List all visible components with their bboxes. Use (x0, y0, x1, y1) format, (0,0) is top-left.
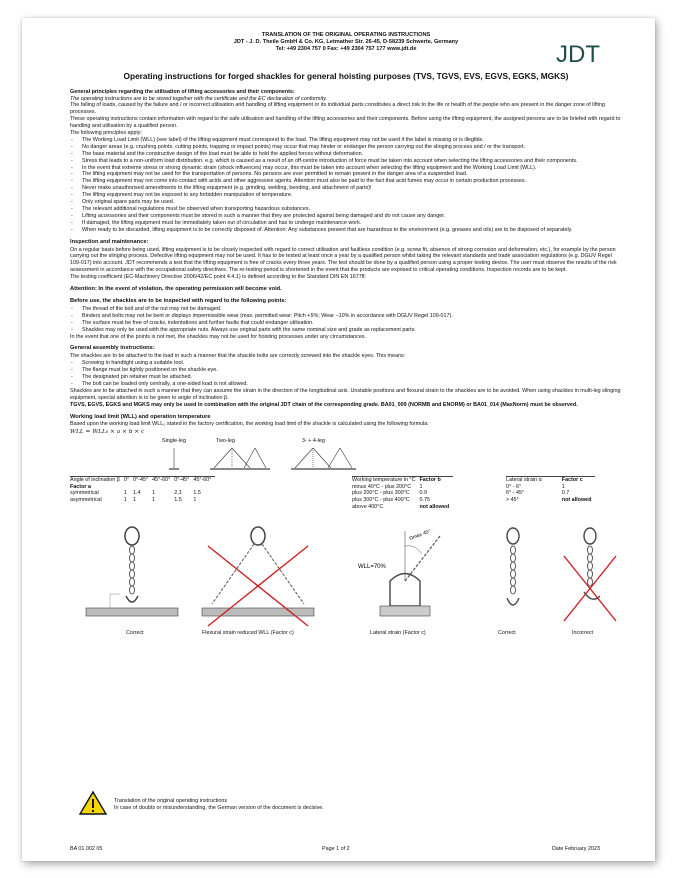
table-cell: not allowed (561, 497, 592, 504)
header-line-3: Tel: +49 2304 757 0 Fax: +49 2304 757 177 www.jdt.de (275, 46, 417, 53)
table-cell: 1.4 (133, 490, 141, 497)
principles-list (70, 137, 622, 234)
list-item: - The surface must be free of cracks, indentations and further faults that could endanger utilisation. (70, 320, 622, 327)
table-header-cell: 0°-45° (133, 477, 149, 484)
list-item: - In the event that extreme stress or strong dynamic strain (shock influences) may occur, this must be taken into account when selecting the lifting equipment and the Working Load Limit (WLL). (70, 165, 622, 172)
before-use-list (70, 306, 622, 334)
table-cell: 1 (152, 490, 156, 497)
general-italic-note: The operating instructions are to be stored together with the certificate and the EC declaration of conformity. (70, 95, 327, 102)
table-row (506, 484, 595, 491)
warning-text (114, 798, 324, 812)
table-cell: 1 (193, 497, 197, 504)
table-header-cell: Factor c (561, 477, 583, 484)
list-item: - The lifting equipment may not be exposed to any forbidden manipulation of temperature. (70, 192, 622, 199)
general-principles-section (70, 89, 622, 437)
sling-angle-icons (70, 438, 410, 476)
assembly-paragraph-3: TGVS, EGVS, EGKS and MGKS may only be used in combination with the original JDT chain of the corresponding grade. BA01_009 (NORMB and ENORM) or BA01_014 (MaxNorm) must be observed. (70, 401, 578, 408)
list-item: - The base material and the constructive design of the load must be able to hold the applied forces without deformation. (70, 151, 622, 158)
factor-a-table (70, 476, 215, 503)
list-item: - Only original spare parts may be used. (70, 199, 622, 206)
caption-correct-1: Correct (126, 630, 144, 637)
table-row (506, 490, 595, 497)
table-header-cell: 45°-60° (152, 477, 171, 484)
list-item: - When ready to be discarded, lifting equipment is to be correctly disposed of. Attention: Any substances present that are hazardous to the environment (e.g. greases and oils) are to be disposed of separately. (70, 227, 622, 234)
list-item: - Lifting accessories and their components must be stored in such a manner that they are protected against being damaged and do not cause any danger. (70, 213, 622, 220)
factor-c-table (506, 476, 595, 503)
list-item: - No danger areas (e.g. crushing points, cutting points, trapping or impact points) may occur that may hinder or endanger the person carrying out the slinging process and / or the transport. (70, 144, 622, 151)
assembly-paragraph-2: Shackles are to be attached in such a manner that they can assume the strain in the direction of the longitudinal axis. Unstable positions and flexural strain to the shackles are to be avoided. When using shackles in multi-leg slinging equipment, special attention is to be given to angle of inclination β. (70, 387, 621, 401)
lateral-strain-illustration (350, 526, 460, 631)
warning-line-2: In case of doubts or misunderstanding, the German version of the document is decisive. (114, 805, 324, 811)
table-row (70, 490, 215, 497)
wll-heading: Working load limit (WLL) and operation temperature (70, 413, 211, 420)
single-leg-label: Single-leg (162, 438, 186, 445)
table-row (352, 484, 453, 491)
table-cell: above 400°C (352, 503, 384, 510)
factor-tables (70, 476, 622, 526)
table-cell: not allowed (419, 503, 450, 510)
table-cell: symmetrical (70, 490, 99, 497)
table-cell: 0.9 (419, 490, 427, 497)
attention-note: Attention: In the event of violation, the operating permission will become void. (70, 286, 282, 293)
table-cell: 1.5 (174, 497, 182, 504)
list-item: - The thread of the bolt and of the nut may not be damaged. (70, 306, 622, 313)
inspection-paragraph-1: On a regular basis before being used, lifting equipment is to be closely inspected with regard to correct utilisation and faultless condition (e.g. screw fit, absence of strong corrosion and deformation, etc.), for example by the person carrying out the slinging process. Defective lifting equipment may not be used. It has to be tested at least once a year by a qualified person whilst taking the relevant standards and trade association regulations (e.g. DGUV Regel 109-017) into account. JDT recommends a test that the lifting equipment is free of cracks every three years. The test should be done by a qualified person using a proper testing device. The user must observe the results of the risk assessment in accordance with the occupational safety directives. The re-testing period is shortened in the event that the products are exposed to critical operating conditions. Inspection records are to be kept. (70, 246, 617, 274)
list-item: - The lifting equipment may not be used for the transportation of persons. No persons are ever permitted to remain present in the danger area of a suspended load. (70, 171, 622, 178)
table-cell: minus 40°C - plus 200°C (352, 483, 412, 490)
table-header-cell: Factor b (419, 477, 441, 484)
caption-incorrect: Incorrect (572, 630, 593, 637)
table-cell: 0° - 6° (506, 483, 522, 490)
logo-text: JDT (556, 41, 600, 68)
table-row (352, 504, 453, 511)
table-cell: 2.1 (174, 490, 182, 497)
factor-b-table (352, 476, 453, 510)
table-cell: 1.5 (193, 490, 201, 497)
header-line-1: TRANSLATION OF THE ORIGINAL OPERATING INSTRUCTIONS (261, 32, 431, 38)
list-item: - Binders and bolts may not be bent or displays impermissible wear (max. permitted wear: Pitch +5%; Wear −10% in accordance with DGUV Regel 109-017). (70, 313, 622, 320)
table-row (352, 490, 453, 497)
caption-lateral: Lateral strain (Factor c) (370, 630, 426, 637)
header-line-2: JDT - J. D. Theile GmbH & Co. KG, Letmather Str. 26-45, D-58239 Schwerte, Germany (233, 39, 459, 46)
table-cell: 0.75 (419, 497, 430, 504)
table-row (70, 497, 215, 504)
jdt-logo (556, 38, 614, 68)
list-item: - The bolt can be loaded only centrally, a one-sided load is not allowed. (70, 381, 622, 388)
flexural-strain-illustration (198, 526, 318, 631)
list-item: - Stress that leads to a non-uniform load distribution, e.g. which is caused as a result of an off-centre introduction of force must be taken into account when selecting the lifting accessories and their components. (70, 158, 622, 165)
lateral-angle-label: Ωmax 45° (408, 528, 432, 543)
table-header-cell: 0°-45° (174, 477, 190, 484)
usage-illustrations (70, 526, 622, 646)
table-cell: plus 300°C - plus 400°C (352, 497, 410, 504)
list-item: - Screwing in handtight using a suitable tool. (70, 360, 622, 367)
caption-flexural: Flexural strain reduced WLL (Factor c) (202, 630, 294, 637)
general-paragraph-2: These operating instructions contain information with regard to the safe utilisation and handling of the lifting accessories and their components. Before using the lifting equipment, the assigned persons are to be briefed with regard to handling and utilisation by a qualified person. (70, 116, 621, 130)
table-row (506, 497, 595, 504)
general-paragraph-3: The following principles apply: (70, 130, 142, 137)
table-cell: 1 (561, 483, 565, 490)
document-page (22, 18, 655, 861)
general-paragraph-1: The falling of loads, caused by the failure and / or incorrect utilisation and handling of lifting equipment or its individual parts constitutes a direct risk to the life or health of the people who are present in the danger zone of lifting processes. (70, 102, 605, 116)
list-item: - The flange must be tightly positioned on the shackle eye. (70, 367, 622, 374)
table-header-cell: 0° (123, 477, 130, 484)
table-cell: 0.7 (561, 490, 570, 497)
warning-line-1: Translation of the original operating instructions (114, 798, 228, 804)
factor-a-label: Factor a (70, 483, 91, 490)
list-item: - The designated pin retainer must be attached. (70, 374, 622, 381)
footer-doc-number: BA 01 002 05 (70, 846, 103, 852)
footer-page-number: Page 1 of 2 (322, 846, 350, 852)
table-cell: 1 (133, 497, 137, 504)
list-item: - The Working Load Limit (WLL) (see label) of the lifting equipment must correspond to the load. The lifting equipment may not be used if the label is missing or is illegible. (70, 137, 622, 144)
page-content (70, 28, 622, 646)
table-cell: plus 200°C - plus 300°C (352, 490, 410, 497)
wll-paragraph: Based upon the working load limit WLL₀ stated in the factory certification, the working load limit of the shackle is calculated using the following formula: (70, 421, 429, 428)
assembly-heading: General assembly instructions: (70, 345, 155, 352)
lateral-wll-label: WLL=70% (358, 564, 386, 571)
incorrect-shackle-illustration (560, 526, 620, 631)
table-cell: 1 (123, 490, 127, 497)
table-cell: 1 (419, 483, 423, 490)
caption-correct-2: Correct (498, 630, 516, 637)
inspection-paragraph-2: The testing coefficient (EC-Machinery Directive 2006/42/EC point 4.4.1) is defined according to the Standard DIN EN 1677ff. (70, 274, 367, 281)
inspection-heading: Inspection and maintenance: (70, 238, 149, 245)
assembly-list (70, 360, 622, 388)
company-header (70, 32, 622, 54)
wll-formula: WLL = WLL₀ × a × b × c (70, 429, 145, 436)
list-item: - Never make unauthorised amendments to the lifting equipment (e.g. grinding, welding, bending, and attachment of parts)! (70, 185, 622, 192)
table-cell: 6° - 45° (506, 490, 525, 497)
footer-date: Date February 2023 (552, 846, 600, 852)
table-header-cell: Angle of inclination β (70, 477, 120, 484)
before-use-paragraph: In the event that one of the points is not met, the shackles may not be used for hoisting processes under any circumstances. (70, 333, 367, 340)
general-heading: General principles regarding the utilisation of lifting accessories and their components: (70, 88, 295, 95)
table-cell: > 45° (506, 497, 519, 504)
list-item: - The lifting equipment may not come into contact with acids and other aggressive agents. Attention must also be paid to the fact that acid fumes may occur in certain production processes. (70, 178, 622, 185)
table-cell: 1 (123, 497, 127, 504)
list-item: - Shackles may only be used with the appropriate nuts. Always use original parts with the same nominal size and grade as replacement parts. (70, 327, 622, 334)
correct-shackle-illustration (488, 526, 538, 631)
two-leg-label: Two-leg (216, 438, 235, 445)
correct-single-leg-illustration (82, 526, 182, 631)
table-header-cell: Working temperature in °C (352, 477, 416, 484)
before-use-heading: Before use, the shackles are to be inspected with regard to the following points: (70, 297, 287, 304)
table-cell: 1 (152, 497, 156, 504)
list-item: - If damaged, the lifting equipment must be immediately taken out of circulation and has to undergo maintenance work. (70, 220, 622, 227)
list-item: - The relevant additional regulations must be observed when transporting hazardous substances. (70, 206, 622, 213)
warning-icon (78, 790, 108, 816)
document-title: Operating instructions for forged shackles for general hoisting purposes (TVS, TGVS, EVS, EGVS, EGKS, MGKS) (123, 70, 569, 81)
sling-diagram (70, 438, 622, 476)
assembly-paragraph-1: The shackles are to be attached to the load in such a manner that the shackle bolts are correctly screwed into the shackle eyes. This means: (70, 353, 406, 360)
multi-leg-label: 3- + 4-leg (302, 438, 325, 445)
table-row (352, 497, 453, 504)
table-cell: asymmetrical (70, 497, 102, 504)
table-header-cell: Lateral strain α (506, 477, 542, 484)
table-header-cell: 45°-60° (193, 477, 212, 484)
